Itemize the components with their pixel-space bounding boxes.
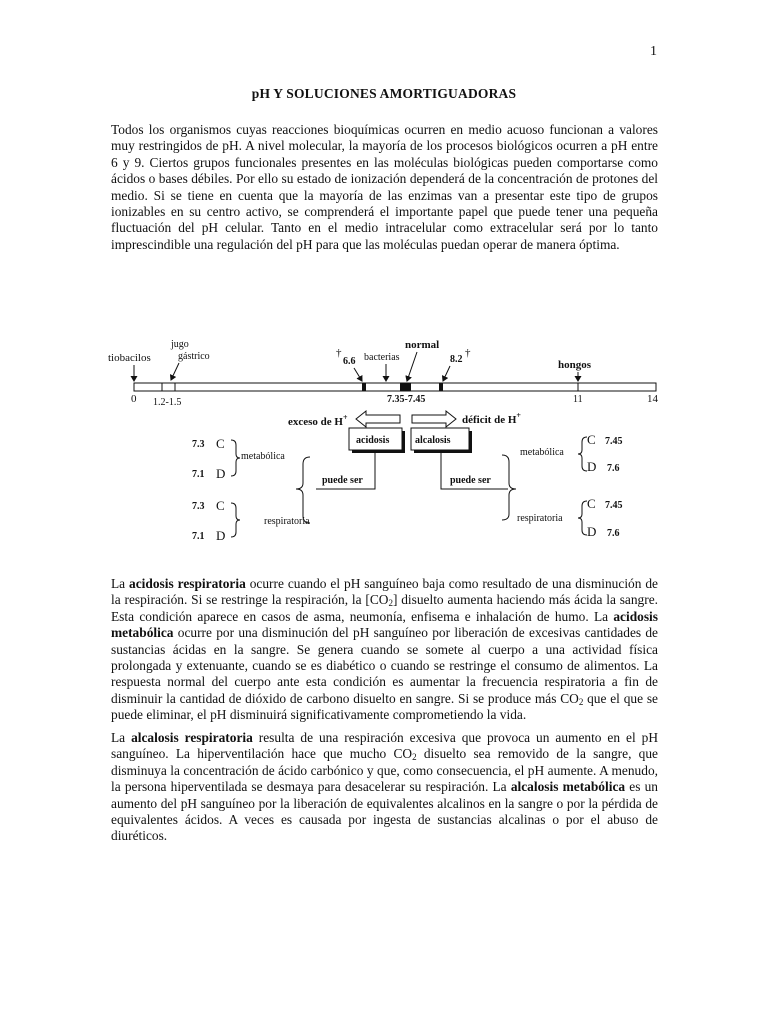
exceso-arrow — [356, 411, 400, 427]
scale-11-label: 11 — [573, 394, 583, 405]
marker-66 — [362, 383, 366, 391]
alk-met-c: C — [587, 432, 596, 447]
normal-arrow — [407, 352, 417, 381]
arrow-66 — [354, 368, 362, 381]
value-66-label: 6.6 — [343, 356, 356, 367]
acid-met-label: metabólica — [241, 451, 285, 462]
value-82-label: 8.2 — [450, 354, 463, 365]
alcalosis-label: alcalosis — [415, 435, 451, 446]
arrow-82 — [443, 366, 450, 381]
acid-met-d: D — [216, 466, 226, 481]
alk-met-745: 7.45 — [605, 436, 623, 447]
puede-ser-left: puede ser — [322, 475, 363, 486]
page-number: 1 — [650, 44, 657, 59]
acid-resp-d: D — [216, 528, 226, 543]
alk-resp-c: C — [587, 496, 596, 511]
acid-met-73: 7.3 — [192, 439, 205, 450]
puede-ser-right: puede ser — [450, 475, 491, 486]
acidosis-respiratoria-term: acidosis respiratoria — [129, 576, 246, 591]
alk-met-d: D — [587, 459, 597, 474]
page-title: pH Y SOLUCIONES AMORTIGUADORAS — [251, 86, 517, 101]
exceso-label: exceso de H+ — [288, 413, 348, 428]
tiobacilos-label: tiobacilos — [108, 352, 151, 364]
hongos-label: hongos — [558, 359, 592, 371]
alk-met-76: 7.6 — [607, 463, 620, 474]
intro-paragraph: Todos los organismos cuyas reacciones bioquímicas ocurren en medio acuoso funcionan a valores muy restringidos de pH. A nivel molecular, la mayoría de los procesos biológicos ocurren a pH entre 6 y 9. Ciertos grupos funcionales presentes en las moléculas biológicas pueden comportarse como ácidos o bases débiles. Por ello su estado de ionización dependerá de la concentración de protones del medio. Si se tiene en cuenta que la mayoría de las enzimas van a presentar este tipo de grupos ionizables en su centro activo, se comprenderá el importante papel que puede tener una pequeña fluctuación del pH celular. Tanto en el medio intracelular como extracelular será por lo tanto imprescindible una regulación del pH para que las moléculas puedan operar de manera óptima. — [111, 122, 658, 252]
left-big-brace — [296, 457, 310, 523]
acid-resp-label: respiratoria — [264, 516, 310, 527]
jugo-arrow — [171, 363, 179, 380]
scale-start-label: 0 — [131, 393, 137, 405]
alk-resp-76: 7.6 — [607, 528, 620, 539]
alk-resp-brace — [578, 501, 587, 535]
acid-met-brace — [231, 440, 240, 476]
acid-met-c: C — [216, 436, 225, 451]
acid-resp-71: 7.1 — [192, 531, 205, 542]
acidosis-label: acidosis — [356, 435, 390, 446]
marker-82 — [439, 383, 443, 391]
acid-resp-brace — [231, 503, 240, 537]
alk-met-label: metabólica — [520, 447, 564, 458]
normal-range-label: 7.35-7.45 — [387, 394, 426, 405]
dagger-66: † — [336, 347, 342, 359]
alk-resp-d: D — [587, 524, 597, 539]
alk-resp-label: respiratoria — [517, 513, 563, 524]
bacterias-label: bacterias — [364, 352, 400, 363]
ph-scale-diagram — [100, 330, 670, 550]
marker-normal — [400, 383, 411, 391]
dagger-82: † — [465, 347, 471, 359]
jugo-label: jugo — [171, 339, 189, 350]
normal-label: normal — [405, 339, 440, 351]
alcalosis-metabolica-term: alcalosis metabólica — [510, 779, 626, 795]
acid-resp-73: 7.3 — [192, 501, 205, 512]
acid-met-71: 7.1 — [192, 469, 205, 480]
scale-12-15-label: 1.2-1.5 — [153, 397, 182, 408]
scale-end-label: 14 — [647, 393, 658, 405]
deficit-arrow — [412, 411, 456, 427]
alk-resp-745: 7.45 — [605, 500, 623, 511]
acidosis-paragraph: La acidosis respiratoria ocurre cuando el pH sanguíneo baja como resultado de una disminución de la respiración. Si se restringe la respiración, la $[CO_2]$ disuelto aumenta haciendo más ácida la sangre. Esta condición aparece en casos de asma, neumonía, enfisema e inhalación de humo. La acidosis metabólica ocurre por una disminución del pH sanguíneo por liberación de excesivas cantidades de sustancias ácidas en la sangre. Se genera cuando se somete al cuerpo a una actividad física prolongada y extenuante, cuando se es diabético o cuando se restringe el consumo de alimentos. La respuesta normal del cuerpo ante esta condición es aumentar la frecuencia respiratoria a fin de disminuir la cantidad de dióxido de carbono disuelto en sangre. Si se produce más $CO_2$ que el que se puede eliminar, el pH disminuirá significativamente comprometiendo la vida. — [111, 576, 659, 723]
alcalosis-respiratoria-term: alcalosis respiratoria — [131, 730, 253, 745]
right-big-brace — [502, 455, 516, 520]
deficit-label: déficit de H+ — [462, 411, 521, 426]
gastrico-label: gástrico — [178, 351, 210, 362]
acid-resp-c: C — [216, 498, 225, 513]
alcalosis-paragraph: La alcalosis respiratoria resulta de una respiración excesiva que provoca un aumento en el pH sanguíneo. La hiperventilación hace que mucho $CO_2$ disuelto sea removido de la sangre, que disminuya la concentración de ácido carbónico y que, como consecuencia, el pH aumente. A menudo, la persona hiperventilada se desmaya para desacelerar su respiración. La alcalosis metabólica es un aumento del pH sanguíneo por la liberación de equivalentes alcalinos en la sangre o por la pérdida de equivalentes ácidos. A veces es causada por ingesta de sustancias alcalinas o por el abuso de diuréticos. — [111, 730, 658, 844]
alk-met-brace — [578, 437, 587, 471]
acidosis-metabolica-term: acidosis metabólica — [111, 608, 658, 641]
